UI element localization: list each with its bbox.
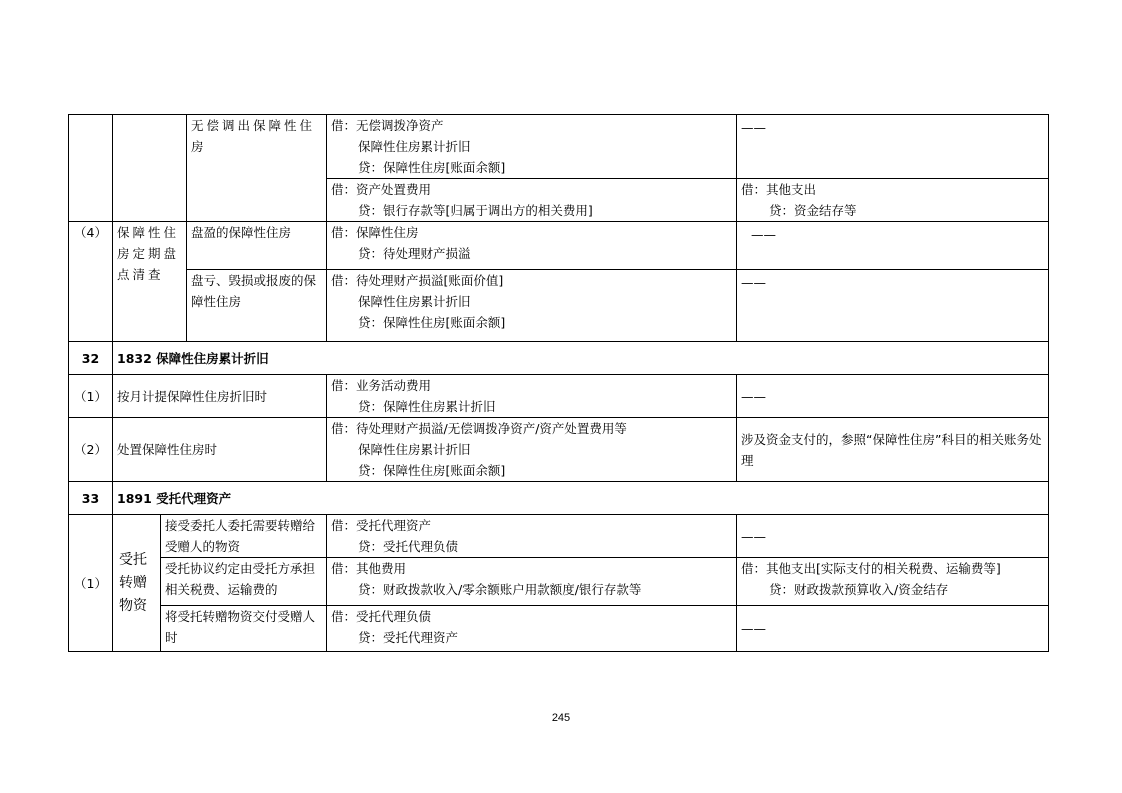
item-cell: 无偿调出保障性住房 — [187, 115, 327, 222]
entry-line: 借：其他支出[实际支付的相关税费、运输费等] — [741, 561, 1001, 576]
entry-line: 贷：保障性住房[账面余额] — [358, 315, 506, 330]
row-index: （2） — [69, 418, 113, 482]
financial-entry-cell — [327, 558, 737, 606]
entry-line: 借：保障性住房 — [331, 225, 419, 240]
entry-line: 贷：受托代理负债 — [358, 539, 459, 554]
section-header-row — [69, 482, 1049, 515]
entry-line: 借：其他费用 — [331, 561, 407, 576]
item-cell: 盘盈的保障性住房 — [187, 222, 327, 270]
category-cell: 受托转赠物资 — [113, 515, 161, 652]
budget-entry-cell: 涉及资金支付的，参照“保障性住房”科目的相关账务处理 — [737, 418, 1049, 482]
empty-index-cell — [69, 115, 113, 222]
accounting-table — [68, 114, 1049, 652]
row-index: （1） — [69, 375, 113, 418]
entry-line: 保障性住房累计折旧 — [358, 294, 471, 309]
table-row — [69, 222, 1049, 270]
table-row — [69, 115, 1049, 179]
financial-entry-cell — [327, 606, 737, 652]
financial-entry-cell — [327, 222, 737, 270]
entry-line: 借：资产处置费用 — [331, 182, 432, 197]
table-row — [69, 418, 1049, 482]
entry-line: 保障性住房累计折旧 — [358, 139, 471, 154]
section-title: 1891 受托代理资产 — [113, 482, 1049, 515]
item-cell: 受托协议约定由受托方承担相关税费、运输费的 — [161, 558, 327, 606]
section-title: 1832 保障性住房累计折旧 — [113, 342, 1049, 375]
budget-entry-cell — [737, 179, 1049, 222]
budget-entry-cell — [737, 515, 1049, 558]
table-row — [69, 270, 1049, 342]
budget-entry-cell — [737, 558, 1049, 606]
entry-line: 保障性住房累计折旧 — [358, 442, 471, 457]
financial-entry-cell — [327, 179, 737, 222]
budget-entry-cell — [737, 606, 1049, 652]
dash-placeholder: —— — [751, 227, 776, 242]
table-row — [69, 558, 1049, 606]
entry-line: 借：待处理财产损溢[账面价值] — [331, 273, 504, 288]
entry-line: 贷：财政拨款收入/零余额账户用款额度/银行存款等 — [358, 582, 642, 597]
item-cell: 接受委托人委托需要转赠给受赠人的物资 — [161, 515, 327, 558]
entry-line: 贷：待处理财产损溢 — [358, 246, 471, 261]
entry-line: 贷：保障性住房累计折旧 — [358, 399, 496, 414]
section-number: 33 — [69, 482, 113, 515]
dash-placeholder: —— — [741, 528, 766, 544]
entry-line: 借：其他支出 — [741, 182, 817, 197]
entry-line: 贷：资金结存等 — [769, 203, 857, 218]
section-number: 32 — [69, 342, 113, 375]
dash-placeholder: —— — [741, 275, 766, 290]
financial-entry-cell — [327, 418, 737, 482]
item-cell: 处置保障性住房时 — [113, 418, 327, 482]
category-cell: 保障性住房定期盘点清查 — [113, 222, 187, 342]
entry-line: 贷：银行存款等[归属于调出方的相关费用] — [358, 203, 593, 218]
item-cell: 盘亏、毁损或报废的保障性住房 — [187, 270, 327, 342]
entry-line: 贷：保障性住房[账面余额] — [358, 160, 506, 175]
table-row — [69, 375, 1049, 418]
budget-entry-cell — [737, 115, 1049, 179]
financial-entry-cell — [327, 375, 737, 418]
table-row — [69, 606, 1049, 652]
page-number: 245 — [551, 712, 571, 724]
entry-line: 贷：财政拨款预算收入/资金结存 — [769, 582, 949, 597]
entry-line: 借：无偿调拨净资产 — [331, 118, 444, 133]
financial-entry-cell — [327, 115, 737, 179]
budget-entry-cell — [737, 375, 1049, 418]
financial-entry-cell — [327, 515, 737, 558]
item-cell: 将受托转赠物资交付受赠人时 — [161, 606, 327, 652]
row-index: （4） — [69, 222, 113, 342]
entry-line: 借：业务活动费用 — [331, 378, 432, 393]
entry-line: 贷：保障性住房[账面余额] — [358, 463, 506, 478]
entry-line: 借：待处理财产损溢/无偿调拨净资产/资产处置费用等 — [331, 421, 627, 436]
item-cell: 按月计提保障性住房折旧时 — [113, 375, 327, 418]
entry-line: 贷：受托代理资产 — [358, 630, 459, 645]
table-row — [69, 515, 1049, 558]
dash-placeholder: —— — [741, 388, 766, 404]
financial-entry-cell — [327, 270, 737, 342]
dash-placeholder: —— — [741, 120, 766, 135]
budget-entry-cell — [737, 270, 1049, 342]
entry-line: 借：受托代理负债 — [331, 609, 432, 624]
budget-entry-cell — [737, 222, 1049, 270]
entry-line: 借：受托代理资产 — [331, 518, 432, 533]
section-header-row — [69, 342, 1049, 375]
row-index: （1） — [69, 515, 113, 652]
dash-placeholder: —— — [741, 621, 766, 636]
empty-category-cell — [113, 115, 187, 222]
